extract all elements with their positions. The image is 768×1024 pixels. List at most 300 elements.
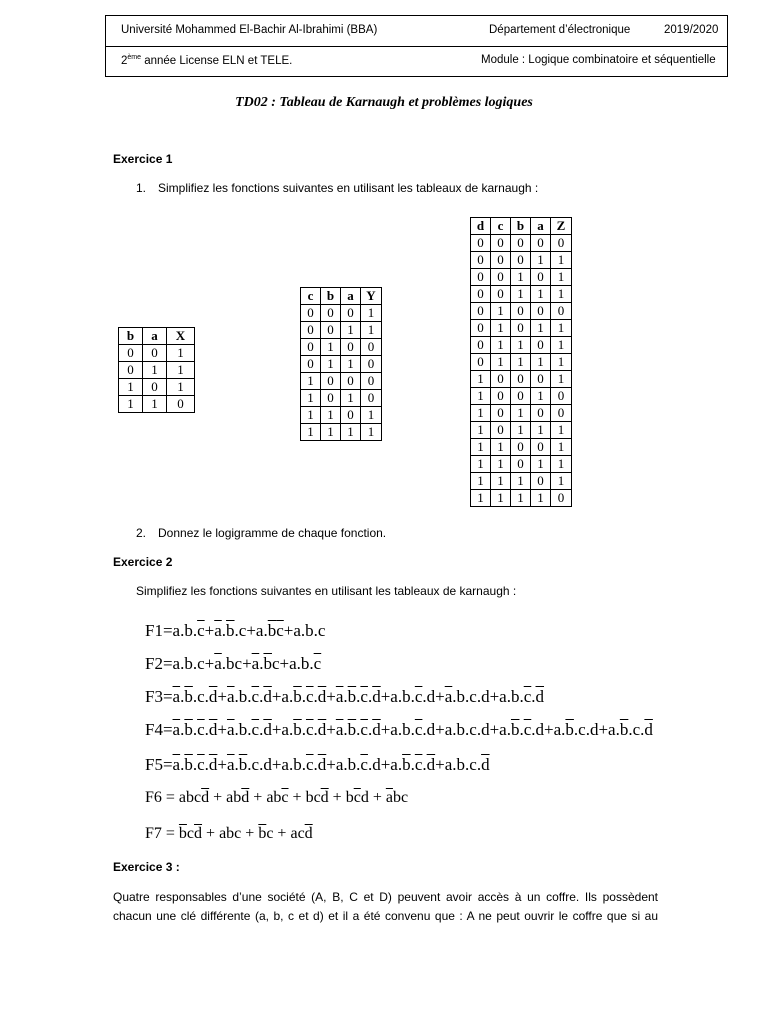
exercise-3-line-1: Quatre responsables d’une société (A, B, C et D) peuvent avoir accès à un coffre. Ils possèdent	[113, 890, 658, 904]
negated-variable: $\overline{a}$	[226, 755, 235, 774]
variable: .	[476, 687, 482, 706]
column-header: b	[511, 218, 531, 235]
variable: .	[288, 720, 294, 739]
table-cell: 1	[361, 305, 382, 322]
table-cell: 0	[531, 405, 551, 422]
equation-term	[608, 720, 653, 739]
table-cell: 0	[491, 422, 511, 439]
table-row	[471, 490, 572, 507]
variable: .	[640, 720, 645, 739]
table-cell: 0	[119, 345, 143, 362]
table-cell: 0	[471, 269, 491, 286]
negated-variable: $\overline{d}$	[320, 789, 329, 806]
variable: .	[192, 720, 198, 739]
variable: .	[301, 687, 306, 706]
negated-variable: $\overline{b}$	[184, 755, 193, 774]
negated-variable: $\overline{d}$	[372, 720, 381, 739]
table-cell: 1	[491, 337, 511, 354]
table-cell: 1	[511, 422, 531, 439]
negated-variable: $\overline{b}$	[258, 825, 267, 842]
table-row	[119, 362, 195, 379]
truth-table-y	[300, 287, 382, 441]
equation-term	[336, 720, 381, 739]
variable: .	[410, 755, 415, 774]
variable: c	[317, 621, 326, 640]
table-row	[301, 305, 382, 322]
plus-operator: +	[380, 755, 391, 774]
plus-operator: +	[209, 789, 227, 806]
negated-variable: $\overline{d}$	[535, 687, 545, 706]
variable: d	[372, 755, 381, 774]
table-cell: 0	[341, 305, 361, 322]
column-header: Y	[361, 288, 382, 305]
variable: b	[347, 755, 357, 774]
negated-variable: $\overline{a}$	[385, 789, 393, 806]
equation-f5	[145, 755, 490, 775]
table-cell: 1	[341, 356, 361, 373]
variable: a	[390, 687, 398, 706]
table-cell: 0	[511, 320, 531, 337]
table-cell: 1	[531, 388, 551, 405]
equation-name: F7 =	[145, 825, 179, 842]
negated-variable: $\overline{d}$	[241, 789, 250, 806]
variable: .	[356, 755, 361, 774]
equation-term	[336, 687, 381, 706]
negated-variable: $\overline{b}$	[510, 720, 520, 739]
plus-operator: +	[326, 755, 336, 774]
table-row	[301, 407, 382, 424]
column-header: c	[491, 218, 511, 235]
variable: b	[402, 720, 411, 739]
variable: c	[186, 825, 195, 842]
variable: d	[589, 720, 599, 739]
table-cell: 0	[361, 373, 382, 390]
table-row	[301, 356, 382, 373]
table-cell: 0	[491, 388, 511, 405]
variable: b	[456, 720, 466, 739]
exercise-3-text	[113, 888, 658, 926]
table-row	[471, 303, 572, 320]
equation-term	[293, 621, 325, 640]
variable: .	[422, 687, 427, 706]
academic-year: 2019/2020	[664, 24, 719, 36]
table-cell: 1	[471, 405, 491, 422]
variable: .	[476, 720, 482, 739]
table-cell: 1	[511, 337, 531, 354]
variable: .	[519, 720, 524, 739]
variable: .	[356, 720, 361, 739]
negated-variable: $\overline{d}$	[201, 789, 210, 806]
negated-variable: $\overline{c}$	[360, 720, 368, 739]
table-header-row	[301, 288, 382, 305]
plus-operator: +	[288, 789, 306, 806]
variable: a	[281, 755, 289, 774]
plus-operator: +	[271, 687, 282, 706]
variable: a	[219, 825, 227, 842]
table-cell: 0	[531, 303, 551, 320]
variable: c	[297, 825, 305, 842]
variable: b	[300, 654, 310, 673]
negated-variable: $\overline{b}$	[347, 687, 357, 706]
variable: b	[186, 789, 195, 806]
negated-variable: $\overline{b}$	[184, 687, 193, 706]
table-cell: 1	[321, 356, 341, 373]
variable: .	[367, 720, 373, 739]
variable: a	[266, 789, 274, 806]
variable: .	[234, 621, 239, 640]
table-cell: 1	[511, 473, 531, 490]
equation-term	[290, 825, 312, 842]
equation-term	[499, 720, 544, 739]
variable: .	[410, 720, 415, 739]
table-cell: 1	[511, 490, 531, 507]
table-row	[301, 373, 382, 390]
variable: a	[226, 789, 234, 806]
equation-term	[445, 720, 490, 739]
variable: b	[510, 687, 520, 706]
variable: .	[628, 720, 633, 739]
equation-term	[227, 687, 272, 706]
study-level	[121, 54, 292, 67]
variable: .	[367, 687, 373, 706]
variable: .	[247, 720, 252, 739]
table-cell: 1	[531, 456, 551, 473]
column-header: a	[531, 218, 551, 235]
question-1-number: 1.	[136, 181, 147, 195]
table-cell: 1	[511, 286, 531, 303]
table-cell: 1	[167, 379, 195, 396]
variable: c	[578, 720, 586, 739]
equation-term	[219, 825, 241, 842]
variable: .	[422, 720, 427, 739]
table-cell: 0	[491, 269, 511, 286]
table-cell: 0	[491, 286, 511, 303]
variable: .	[204, 687, 209, 706]
variable: .	[531, 720, 536, 739]
table-cell: 1	[119, 379, 143, 396]
table-cell: 0	[511, 439, 531, 456]
variable: .	[259, 720, 264, 739]
negated-variable: $\overline{d}$	[208, 755, 218, 774]
page-title: TD02 : Tableau de Karnaugh et problèmes logiques	[235, 95, 533, 110]
equation-name: F6 =	[145, 789, 179, 806]
variable: c	[197, 654, 205, 673]
negated-variable: $\overline{c}$	[281, 789, 289, 806]
variable: b	[273, 789, 282, 806]
table-cell: 1	[511, 354, 531, 371]
variable: .	[367, 755, 373, 774]
negated-variable: $\overline{a}$	[226, 687, 235, 706]
table-cell: 1	[491, 354, 511, 371]
table-row	[301, 322, 382, 339]
negated-variable: $\overline{d}$	[644, 720, 653, 739]
negated-variable: $\overline{c}$	[276, 621, 284, 640]
equation-name: F1=	[145, 621, 173, 640]
negated-variable: $\overline{c}$	[360, 755, 368, 774]
table-cell: 0	[531, 439, 551, 456]
variable: a	[499, 687, 507, 706]
table-cell: 0	[471, 320, 491, 337]
negated-variable: $\overline{a}$	[172, 687, 181, 706]
table-row	[301, 390, 382, 407]
table-cell: 0	[301, 322, 321, 339]
equation-term	[179, 825, 202, 842]
variable: .	[452, 687, 457, 706]
table-cell: 0	[471, 252, 491, 269]
table-cell: 0	[471, 286, 491, 303]
variable: .	[313, 755, 318, 774]
university-name: Université Mohammed El-Bachir Al-Ibrahimi (BBA)	[121, 24, 378, 36]
variable: .	[247, 755, 252, 774]
negated-variable: $\overline{d}$	[263, 720, 272, 739]
variable: .	[506, 720, 511, 739]
equation-f1	[145, 621, 325, 641]
negated-variable: $\overline{c}$	[414, 755, 423, 774]
table-cell: 0	[491, 235, 511, 252]
variable: .	[192, 654, 198, 673]
variable: .	[313, 687, 318, 706]
table-cell: 0	[531, 473, 551, 490]
column-header: a	[341, 288, 361, 305]
equation-term	[445, 687, 490, 706]
negated-variable: $\overline{d}$	[426, 755, 436, 774]
table-cell: 1	[531, 286, 551, 303]
table-cell: 1	[301, 390, 321, 407]
plus-operator: +	[202, 825, 220, 842]
equation-term	[227, 755, 272, 774]
table-cell: 1	[551, 439, 572, 456]
plus-operator: +	[326, 720, 336, 739]
exercise-2-heading: Exercice 2	[113, 555, 173, 569]
table-cell: 0	[301, 305, 321, 322]
table-cell: 0	[341, 339, 361, 356]
variable: c	[400, 789, 409, 806]
column-header: c	[301, 288, 321, 305]
table-row	[471, 473, 572, 490]
table-cell: 0	[511, 252, 531, 269]
variable: .	[397, 720, 403, 739]
equation-term	[179, 789, 209, 806]
negated-variable: $\overline{b}$	[565, 720, 574, 739]
equation-term	[281, 755, 326, 774]
column-header: a	[143, 328, 167, 345]
negated-variable: $\overline{a}$	[226, 720, 235, 739]
column-header: b	[119, 328, 143, 345]
table-row	[471, 388, 572, 405]
table-cell: 1	[531, 354, 551, 371]
variable: b	[305, 621, 314, 640]
equation-term	[306, 789, 329, 806]
question-2-number: 2.	[136, 526, 147, 540]
column-header: Z	[551, 218, 572, 235]
plus-operator: +	[283, 621, 294, 640]
plus-operator: +	[217, 720, 227, 739]
variable: b	[293, 755, 302, 774]
variable: .	[204, 755, 209, 774]
variable: .	[221, 654, 227, 673]
negated-variable: $\overline{a}$	[335, 720, 344, 739]
plus-operator: +	[598, 720, 609, 739]
table-cell: 0	[491, 252, 511, 269]
table-cell: 0	[301, 339, 321, 356]
plus-operator: +	[241, 825, 259, 842]
negated-variable: $\overline{d}$	[263, 687, 272, 706]
variable: b	[226, 825, 235, 842]
table-row	[301, 339, 382, 356]
table-cell: 1	[321, 424, 341, 441]
variable: a	[281, 720, 289, 739]
table-cell: 0	[321, 390, 341, 407]
variable: d	[481, 720, 490, 739]
negated-variable: $\overline{d}$	[194, 825, 203, 842]
variable: .	[343, 720, 348, 739]
variable: c	[469, 687, 477, 706]
table-cell: 1	[531, 490, 551, 507]
plus-operator: +	[249, 789, 267, 806]
table-cell: 1	[551, 422, 572, 439]
table-row	[471, 235, 572, 252]
variable: b	[345, 789, 354, 806]
table-cell: 1	[531, 320, 551, 337]
table-cell: 0	[361, 356, 382, 373]
negated-variable: $\overline{b}$	[263, 654, 272, 673]
variable: b	[392, 789, 401, 806]
plus-operator: +	[544, 720, 554, 739]
negated-variable: $\overline{c}$	[523, 720, 532, 739]
table-cell: 1	[471, 456, 491, 473]
table-row	[471, 456, 572, 473]
negated-variable: $\overline{d}$	[208, 687, 218, 706]
variable: .	[585, 720, 590, 739]
table-cell: 1	[471, 422, 491, 439]
table-header-row	[471, 218, 572, 235]
table-cell: 0	[321, 373, 341, 390]
plus-operator: +	[273, 825, 291, 842]
equation-term	[336, 755, 381, 774]
variable: .	[204, 720, 209, 739]
equation-term	[390, 720, 435, 739]
equation-name: F2=	[145, 654, 173, 673]
variable: a	[293, 621, 301, 640]
variable: b	[184, 654, 193, 673]
table-cell: 1	[551, 252, 572, 269]
table-cell: 1	[301, 424, 321, 441]
table-cell: 1	[471, 371, 491, 388]
table-cell: 1	[471, 473, 491, 490]
plus-operator: +	[204, 621, 215, 640]
equation-term	[346, 789, 369, 806]
variable: .	[561, 720, 566, 739]
variable: b	[226, 654, 235, 673]
variable: .	[452, 720, 457, 739]
table-row	[471, 422, 572, 439]
table-cell: 1	[361, 322, 382, 339]
plus-operator: +	[368, 789, 386, 806]
table-cell: 0	[341, 373, 361, 390]
negated-variable: $\overline{d}$	[317, 755, 327, 774]
variable: b	[238, 720, 248, 739]
negated-variable: $\overline{a}$	[214, 621, 222, 640]
truth-table-x	[118, 327, 195, 413]
variable: .	[234, 687, 239, 706]
variable: c	[251, 755, 260, 774]
variable: b	[305, 789, 314, 806]
table-cell: 1	[491, 320, 511, 337]
equation-term	[226, 789, 249, 806]
table-row	[119, 396, 195, 413]
table-cell: 1	[321, 339, 341, 356]
module-name: Module : Logique combinatoire et séquentielle	[481, 54, 716, 66]
variable: b	[402, 687, 411, 706]
table-cell: 1	[341, 390, 361, 407]
level-superscript: ème	[127, 54, 142, 61]
exercise-1-question-2	[136, 526, 386, 540]
negated-variable: $\overline{c}$	[313, 654, 322, 673]
equation-term	[499, 687, 544, 706]
variable: .	[573, 720, 579, 739]
variable: c	[271, 654, 280, 673]
negated-variable: $\overline{d}$	[372, 687, 381, 706]
variable: c	[632, 720, 641, 739]
table-cell: 1	[341, 322, 361, 339]
variable: .	[263, 621, 268, 640]
variable: .	[247, 687, 252, 706]
variable: .	[410, 687, 415, 706]
plus-operator: +	[204, 654, 215, 673]
table-cell: 1	[491, 473, 511, 490]
equation-term	[266, 789, 288, 806]
equation-f2	[145, 654, 321, 674]
negated-variable: $\overline{a}$	[335, 687, 344, 706]
table-cell: 0	[119, 362, 143, 379]
truth-table-z	[470, 217, 572, 507]
negated-variable: $\overline{b}$	[226, 621, 235, 640]
equation-term	[256, 621, 284, 640]
negated-variable: $\overline{a}$	[251, 654, 260, 673]
negated-variable: $\overline{a}$	[214, 654, 222, 673]
table-cell: 0	[471, 235, 491, 252]
table-cell: 1	[551, 286, 572, 303]
equation-name: F3=	[145, 687, 173, 706]
table-cell: 1	[551, 269, 572, 286]
equation-term	[281, 720, 326, 739]
variable: b	[238, 687, 248, 706]
equation-term	[173, 654, 205, 673]
table-cell: 0	[551, 388, 572, 405]
variable: .	[343, 755, 348, 774]
equation-f3	[145, 687, 544, 707]
negated-variable: $\overline{b}$	[178, 825, 187, 842]
variable: c	[266, 825, 274, 842]
table-cell: 0	[531, 371, 551, 388]
equation-term	[386, 789, 408, 806]
exercise-1-heading: Exercice 1	[113, 152, 173, 166]
variable: .	[301, 755, 306, 774]
table-row	[471, 354, 572, 371]
exercise-2-intro: Simplifiez les fonctions suivantes en utilisant les tableaux de karnaugh :	[136, 584, 517, 598]
variable: .	[192, 755, 198, 774]
table-cell: 1	[551, 354, 572, 371]
equation-term	[173, 621, 205, 640]
equation-f6	[145, 789, 408, 807]
variable: b	[456, 687, 466, 706]
plus-operator: +	[380, 687, 391, 706]
table-cell: 1	[531, 252, 551, 269]
table-cell: 1	[511, 405, 531, 422]
negated-variable: $\overline{d}$	[317, 687, 327, 706]
variable: .	[397, 755, 403, 774]
table-cell: 0	[143, 379, 167, 396]
